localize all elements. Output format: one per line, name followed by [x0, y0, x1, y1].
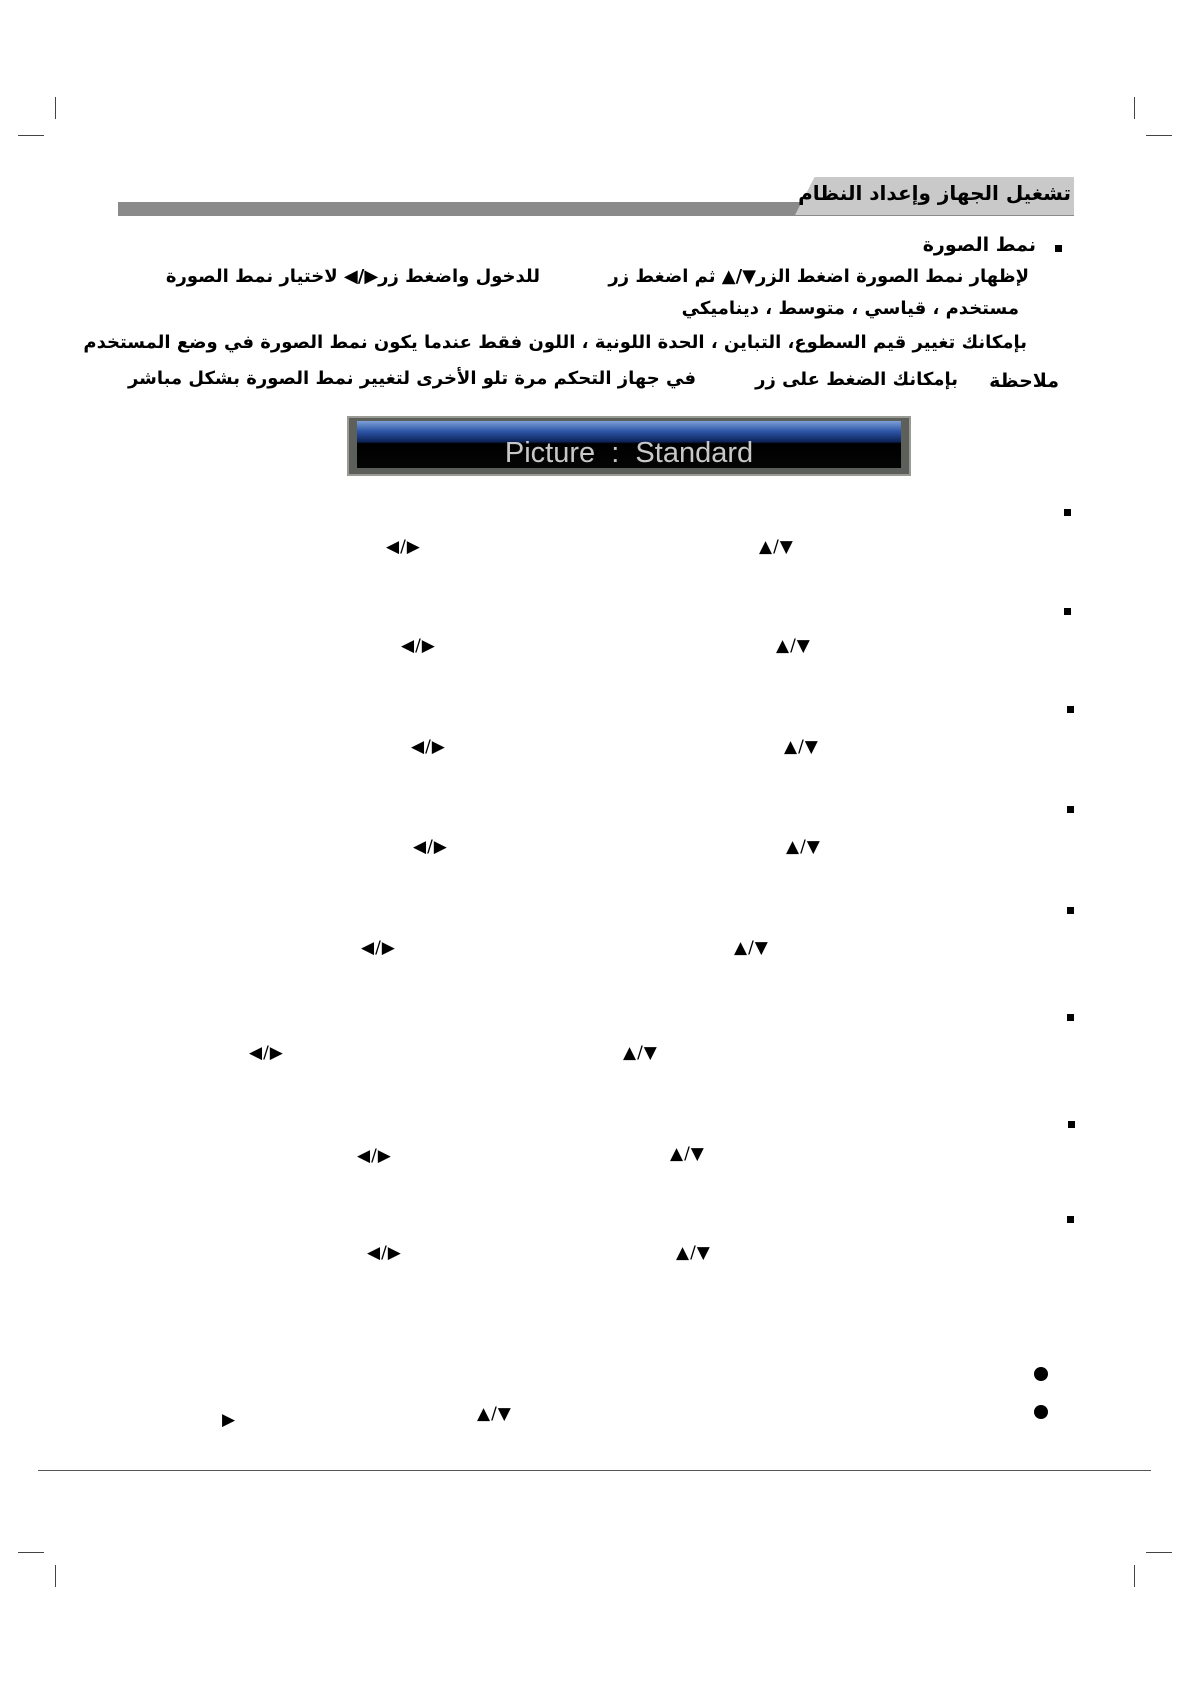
note-bullet — [1034, 1405, 1048, 1419]
note-label: ملاحظة — [989, 370, 1059, 392]
row-bullet — [1068, 1121, 1075, 1128]
left-right-arrows: ◀/▶ — [386, 537, 421, 557]
crop-mark — [18, 1552, 44, 1553]
crop-mark — [1134, 1565, 1135, 1587]
instruction-line-1-right: لإظهار نمط الصورة اضغط الزر▼/▲ ثم اضغط زر — [608, 266, 1029, 287]
left-right-arrows: ◀/▶ — [367, 1243, 402, 1263]
note-bullet — [1034, 1367, 1048, 1381]
left-right-arrows: ◀/▶ — [249, 1043, 284, 1063]
up-down-arrows: ▲/▼ — [670, 1144, 705, 1164]
section-title: نمط الصورة — [922, 234, 1036, 256]
crop-mark — [55, 1565, 56, 1587]
left-right-arrows: ◀/▶ — [411, 737, 446, 757]
note-text-left: في جهاز التحكم مرة تلو الأخرى لتغيير نمط الصورة بشكل مباشر — [127, 368, 696, 389]
row-bullet — [1067, 806, 1074, 813]
up-down-arrows: ▲/▼ — [676, 1243, 711, 1263]
up-down-arrows: ▲/▼ — [786, 837, 821, 857]
osd-banner — [347, 416, 911, 476]
row-bullet — [1064, 509, 1071, 516]
up-down-arrows: ▲/▼ — [776, 636, 811, 656]
instruction-line-3: بإمكانك تغيير قيم السطوع، التباين ، الحدة اللونية ، اللون فقط عندما يكون نمط الصورة في وضع المستخدم — [83, 332, 1027, 353]
crop-mark — [18, 135, 44, 136]
row-bullet — [1064, 608, 1071, 615]
up-down-arrows: ▲/▼ — [623, 1043, 658, 1063]
osd-banner-inner — [357, 421, 901, 468]
row-bullet — [1067, 1216, 1074, 1223]
note-text-right: بإمكانك الضغط على زر — [755, 369, 958, 390]
instruction-line-1-left: للدخول واضغط زر▶/◀ لاختيار نمط الصورة — [165, 266, 540, 287]
instruction-line-2: مستخدم ، قياسي ، متوسط ، ديناميكي — [681, 298, 1019, 319]
crop-mark — [1134, 97, 1135, 119]
row-bullet — [1067, 1014, 1074, 1021]
page-title: تشغيل الجهاز وإعداد النظام — [798, 181, 1071, 205]
up-down-arrows: ▲/▼ — [759, 537, 794, 557]
left-right-arrows: ◀/▶ — [401, 636, 436, 656]
up-down-arrows: ▲/▼ — [477, 1404, 512, 1424]
crop-mark — [1146, 135, 1172, 136]
section-bullet — [1055, 245, 1062, 252]
crop-mark — [1146, 1552, 1172, 1553]
left-right-arrows: ◀/▶ — [357, 1146, 392, 1166]
crop-mark — [55, 97, 56, 119]
up-down-arrows: ▲/▼ — [734, 938, 769, 958]
up-down-arrows: ▲/▼ — [784, 737, 819, 757]
left-right-arrows: ◀/▶ — [413, 837, 448, 857]
left-right-arrows: ◀/▶ — [361, 938, 396, 958]
row-bullet — [1067, 706, 1074, 713]
osd-text: Picture : Standard — [504, 437, 754, 469]
row-bullet — [1067, 907, 1074, 914]
right-arrow: ▶ — [222, 1410, 237, 1430]
footer-rule — [38, 1470, 1151, 1471]
